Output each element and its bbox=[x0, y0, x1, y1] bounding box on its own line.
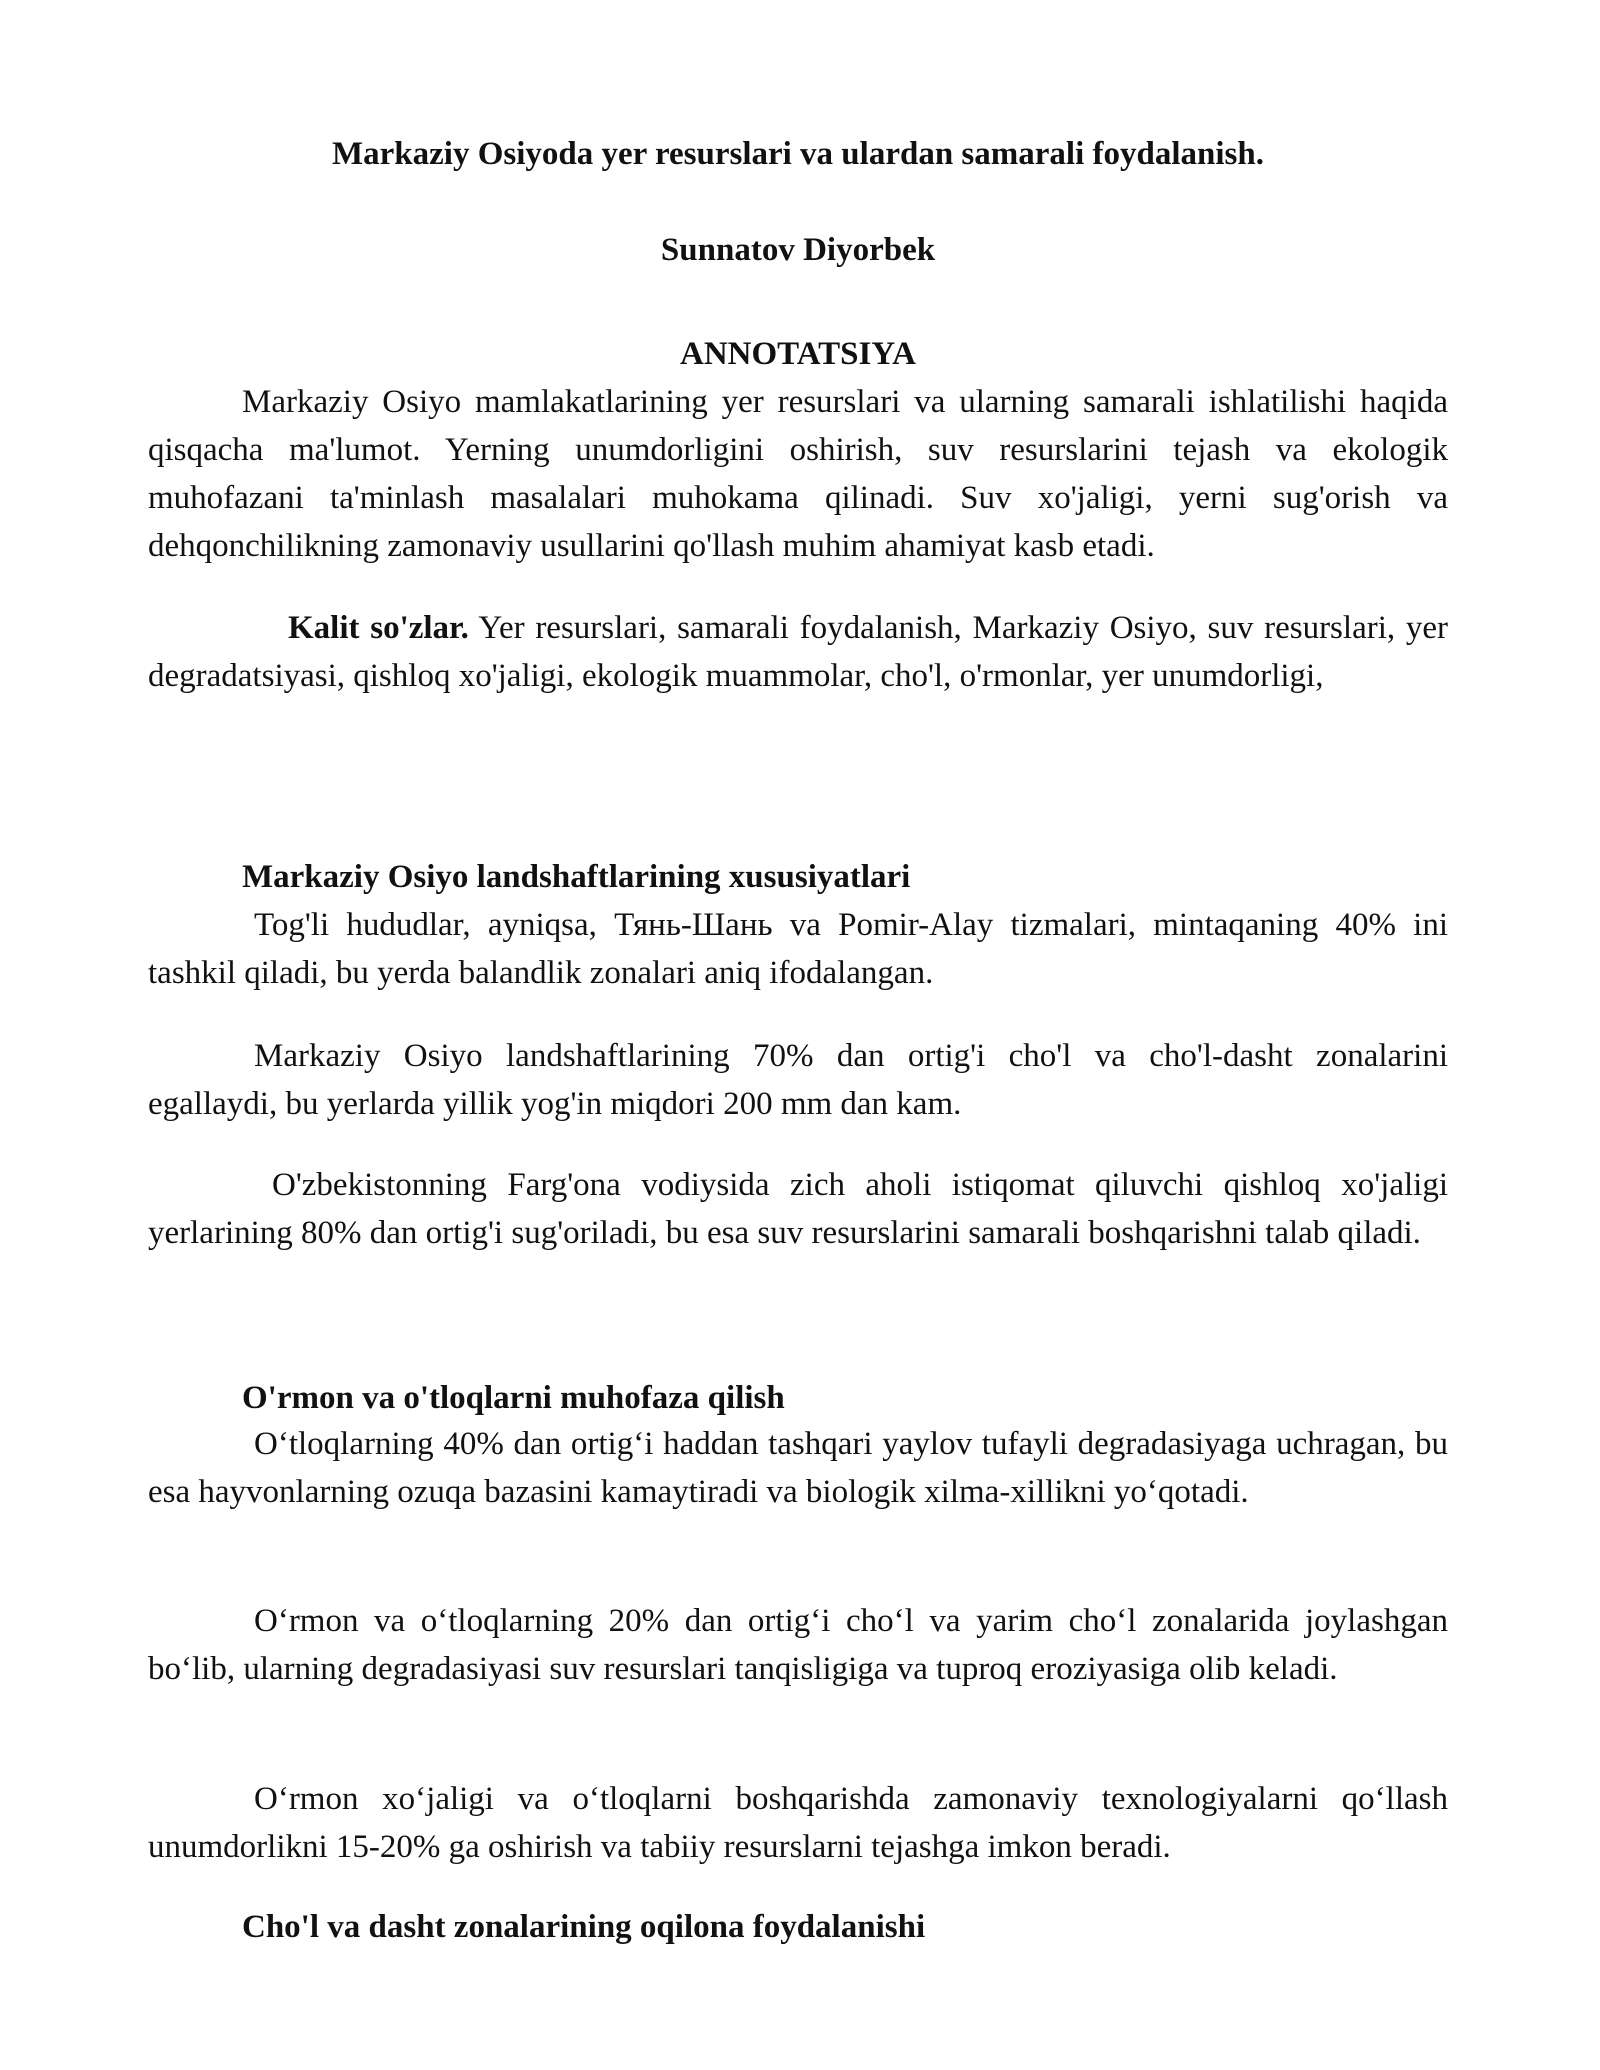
keywords-paragraph bbox=[148, 604, 1448, 700]
section-heading-landscapes: Markaziy Osiyo landshaftlarining xususiyatlari bbox=[242, 859, 911, 895]
section-heading-forests: O'rmon va o'tloqlarni muhofaza qilish bbox=[242, 1380, 785, 1416]
abstract-heading: ANNOTATSIYA bbox=[680, 336, 916, 372]
author-name: Sunnatov Diyorbek bbox=[660, 232, 936, 268]
paragraph: Markaziy Osiyo landshaftlarining 70% dan ortig'i cho'l va cho'l-dasht zonalarini egallaydi, bu yerlarda yillik yog'in miqdori 200 mm dan kam. bbox=[148, 1038, 1448, 1122]
paragraph: O'zbekistonning Farg'ona vodiysida zich aholi istiqomat qiluvchi qishloq xo'jaligi yerlarining 80% dan ortig'i sug'oriladi, bu esa suv resurslarini samarali boshqarishni talab qiladi. bbox=[148, 1167, 1448, 1251]
paragraph: Tog'li hududlar, ayniqsa, Тянь-Шань va Pomir-Alay tizmalari, mintaqaning 40% ini tashkil qiladi, bu yerda balandlik zonalari aniq ifodalangan. bbox=[148, 907, 1448, 991]
abstract-text: Markaziy Osiyo mamlakatlarining yer resurslari va ularning samarali ishlatilishi haqida qisqacha ma'lumot. Yerning unumdorligini oshirish, suv resurslarini tejash va ekologik muhofazani ta'minlash masalalari muhokama qilinadi. Suv xo'jaligi, yerni sug'orish va dehqonchilikning zamonaviy usullarini qo'llash muhim ahamiyat kasb etadi. bbox=[148, 384, 1448, 564]
document-title: Markaziy Osiyoda yer resurslari va ulardan samarali foydalanish. bbox=[332, 136, 1264, 172]
paragraph: O‘rmon xo‘jaligi va o‘tloqlarni boshqarishda zamonaviy texnologiyalarni qo‘llash unumdorlikni 15-20% ga oshirish va tabiiy resurslarni tejashga imkon beradi. bbox=[148, 1781, 1448, 1865]
keywords-text: Yer resurslari, samarali foydalanish, Markaziy Osiyo, suv resurslari, yer degradatsiyasi, qishloq xo'jaligi, ekologik muammolar, cho'l, o'rmonlar, yer unumdorligi, bbox=[148, 610, 1448, 694]
section-heading-deserts: Cho'l va dasht zonalarining oqilona foydalanishi bbox=[242, 1909, 926, 1945]
paragraph: O‘rmon va o‘tloqlarning 20% dan ortig‘i cho‘l va yarim cho‘l zonalarida joylashgan bo‘lib, ularning degradasiyasi suv resurslari tanqisligiga va tuproq eroziyasiga olib keladi. bbox=[148, 1603, 1448, 1687]
keywords-label: Kalit so'zlar. bbox=[288, 610, 469, 646]
paragraph: O‘tloqlarning 40% dan ortig‘i haddan tashqari yaylov tufayli degradasiyaga uchragan, bu esa hayvonlarning ozuqa bazasini kamaytiradi va biologik xilma-xillikni yo‘qotadi. bbox=[148, 1426, 1448, 1510]
